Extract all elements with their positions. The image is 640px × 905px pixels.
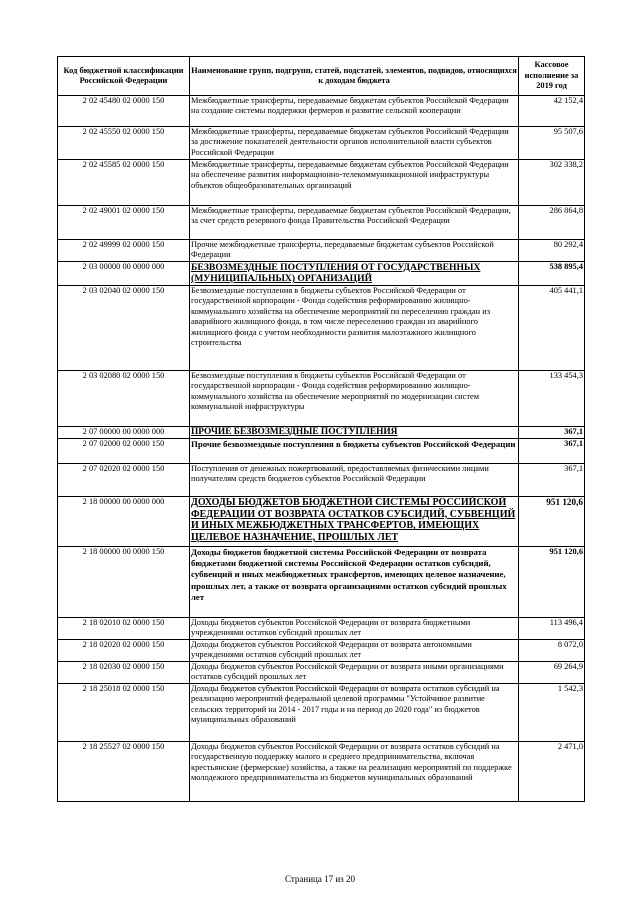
row-name <box>190 262 519 286</box>
row-amount: 951 120,6 <box>519 497 585 547</box>
row-code: 2 18 02030 02 0000 150 <box>58 662 190 684</box>
row-name: Доходы бюджетов бюджетной системы Российской Федерации от возврата бюджетами бюджетной системы Российской Федерации остатков субсидий, субвенций и иных межбюджетных трансфертов, имеющих целевое назначение, прошлых лет, а также от возврата организациями остатков субсидий прошлых лет <box>190 547 519 618</box>
table-row <box>58 662 585 684</box>
table-row <box>58 96 585 127</box>
row-name: Безвозмездные поступления в бюджеты субъектов Российской Федерации от государственной корпорации - Фонда содействия реформированию жилищно-коммунального хозяйства на обеспечение мероприятий по модернизации систем коммунальной инфраструктуры <box>190 371 519 427</box>
header-name: Наименование групп, подгрупп, статей, подстатей, элементов, подвидов, относящихся к доходам бюджета <box>190 57 519 96</box>
table-row <box>58 464 585 497</box>
table-row <box>58 742 585 802</box>
row-name: Безвозмездные поступления в бюджеты субъектов Российской Федерации от государственной корпорации - Фонда содействия реформированию жилищно-коммунального хозяйства на обеспечение мероприятий по переселению граждан из аварийного жилищного фонда, в том числе переселению граждан из аварийного жилищного фонда с учетом необходимости развития малоэтажного жилищного строительства <box>190 286 519 371</box>
row-code: 2 03 00000 00 0000 000 <box>58 262 190 286</box>
row-code: 2 02 45480 02 0000 150 <box>58 96 190 127</box>
row-amount: 367,1 <box>519 464 585 497</box>
row-code: 2 18 02020 02 0000 150 <box>58 640 190 662</box>
table-row <box>58 684 585 742</box>
row-name-text: ПРОЧИЕ БЕЗВОЗМЕЗДНЫЕ ПОСТУПЛЕНИЯ <box>191 427 398 437</box>
row-name: Доходы бюджетов субъектов Российской Федерации от возврата остатков субсидий на государственную поддержку малого и среднего предпринимательства, включая крестьянские (фермерские) хозяйства, а также на реализацию мероприятий по поддержке молодежного предпринимательства из бюджетов муниципальных образований <box>190 742 519 802</box>
row-name: Поступления от денежных пожертвований, предоставляемых физическими лицами получателям средств бюджетов субъектов Российской Федерации <box>190 464 519 497</box>
row-name: Прочие безвозмездные поступления в бюджеты субъектов Российской Федерации <box>190 439 519 464</box>
row-amount: 42 152,4 <box>519 96 585 127</box>
row-name <box>190 427 519 439</box>
row-amount: 951 120,6 <box>519 547 585 618</box>
row-code: 2 02 45550 02 0000 150 <box>58 127 190 160</box>
row-amount: 8 072,0 <box>519 640 585 662</box>
row-code: 2 18 25018 02 0000 150 <box>58 684 190 742</box>
row-code: 2 03 02080 02 0000 150 <box>58 371 190 427</box>
page-number: Страница 17 из 20 <box>285 874 355 884</box>
header-amount: Кассовое исполнение за 2019 год <box>519 57 585 96</box>
row-name: Межбюджетные трансферты, передаваемые бюджетам субъектов Российской Федерации, за счет средств резервного фонда Правительства Российской Федерации <box>190 206 519 240</box>
row-name: Прочие межбюджетные трансферты, передаваемые бюджетам субъектов Российской Федерации <box>190 240 519 262</box>
table-header-row <box>58 57 585 96</box>
row-code: 2 02 49999 02 0000 150 <box>58 240 190 262</box>
row-name: Доходы бюджетов субъектов Российской Федерации от возврата остатков субсидий на реализацию мероприятий федеральной целевой программы "Устойчивое развитие сельских территорий на 2014 - 2017 годы и на период до 2020 года" из бюджетов муниципальных образований <box>190 684 519 742</box>
row-name: Межбюджетные трансферты, передаваемые бюджетам субъектов Российской Федерации за достижение показателей деятельности органов исполнительной власти субъектов Российской Федерации <box>190 127 519 160</box>
row-amount: 286 864,8 <box>519 206 585 240</box>
table-row <box>58 160 585 206</box>
table-row <box>58 206 585 240</box>
row-amount: 113 496,4 <box>519 618 585 640</box>
row-name: Межбюджетные трансферты, передаваемые бюджетам субъектов Российской Федерации на обеспечение развития информационно-телекоммуникационной инфраструктуры объектов общеобразовательных организаций <box>190 160 519 206</box>
row-amount: 95 507,6 <box>519 127 585 160</box>
row-name-text: БЕЗВОЗМЕЗДНЫЕ ПОСТУПЛЕНИЯ ОТ ГОСУДАРСТВЕННЫХ (МУНИЦИПАЛЬНЫХ) ОРГАНИЗАЦИЙ <box>191 262 481 284</box>
table-row-subsection <box>58 439 585 464</box>
row-amount: 133 454,3 <box>519 371 585 427</box>
table-row <box>58 640 585 662</box>
row-code: 2 03 02040 02 0000 150 <box>58 286 190 371</box>
table-row <box>58 371 585 427</box>
table-row <box>58 127 585 160</box>
table-row <box>58 286 585 371</box>
row-code: 2 02 49001 02 0000 150 <box>58 206 190 240</box>
row-code: 2 07 00000 00 0000 000 <box>58 427 190 439</box>
row-name: Доходы бюджетов субъектов Российской Федерации от возврата автономными учреждениями остатков субсидий прошлых лет <box>190 640 519 662</box>
row-code: 2 02 45585 02 0000 150 <box>58 160 190 206</box>
row-amount: 69 264,9 <box>519 662 585 684</box>
row-code: 2 18 00000 00 0000 150 <box>58 547 190 618</box>
row-code: 2 18 02010 02 0000 150 <box>58 618 190 640</box>
row-code: 2 07 02020 02 0000 150 <box>58 464 190 497</box>
table-row-section <box>58 497 585 547</box>
table-row <box>58 618 585 640</box>
row-name: Межбюджетные трансферты, передаваемые бюджетам субъектов Российской Федерации на создание системы поддержки фермеров и развитие сельской кооперации <box>190 96 519 127</box>
row-amount: 538 895,4 <box>519 262 585 286</box>
row-code: 2 07 02000 02 0000 150 <box>58 439 190 464</box>
row-amount: 367,1 <box>519 427 585 439</box>
row-amount: 1 542,3 <box>519 684 585 742</box>
row-amount: 405 441,1 <box>519 286 585 371</box>
table-row-section <box>58 262 585 286</box>
row-name: Доходы бюджетов субъектов Российской Федерации от возврата иными организациями остатков субсидий прошлых лет <box>190 662 519 684</box>
row-amount: 302 338,2 <box>519 160 585 206</box>
row-amount: 367,1 <box>519 439 585 464</box>
row-name: Доходы бюджетов субъектов Российской Федерации от возврата бюджетными учреждениями остатков субсидий прошлых лет <box>190 618 519 640</box>
table-row-section <box>58 427 585 439</box>
row-amount: 2 471,0 <box>519 742 585 802</box>
header-code: Код бюджетной классификации Российской Федерации <box>58 57 190 96</box>
table-row <box>58 240 585 262</box>
row-name: ДОХОДЫ БЮДЖЕТОВ БЮДЖЕТНОЙ СИСТЕМЫ РОССИЙСКОЙ ФЕДЕРАЦИИ ОТ ВОЗВРАТА ОСТАТКОВ СУБСИДИЙ, СУБВЕНЦИЙ И ИНЫХ МЕЖБЮДЖЕТНЫХ ТРАНСФЕРТОВ, ИМЕЮЩИХ ЦЕЛЕВОЕ НАЗНАЧЕНИЕ, ПРОШЛЫХ ЛЕТ <box>190 497 519 547</box>
row-amount: 80 292,4 <box>519 240 585 262</box>
budget-revenue-table <box>57 56 585 802</box>
row-code: 2 18 00000 00 0000 000 <box>58 497 190 547</box>
row-code: 2 18 25527 02 0000 150 <box>58 742 190 802</box>
table-row-subsection <box>58 547 585 618</box>
